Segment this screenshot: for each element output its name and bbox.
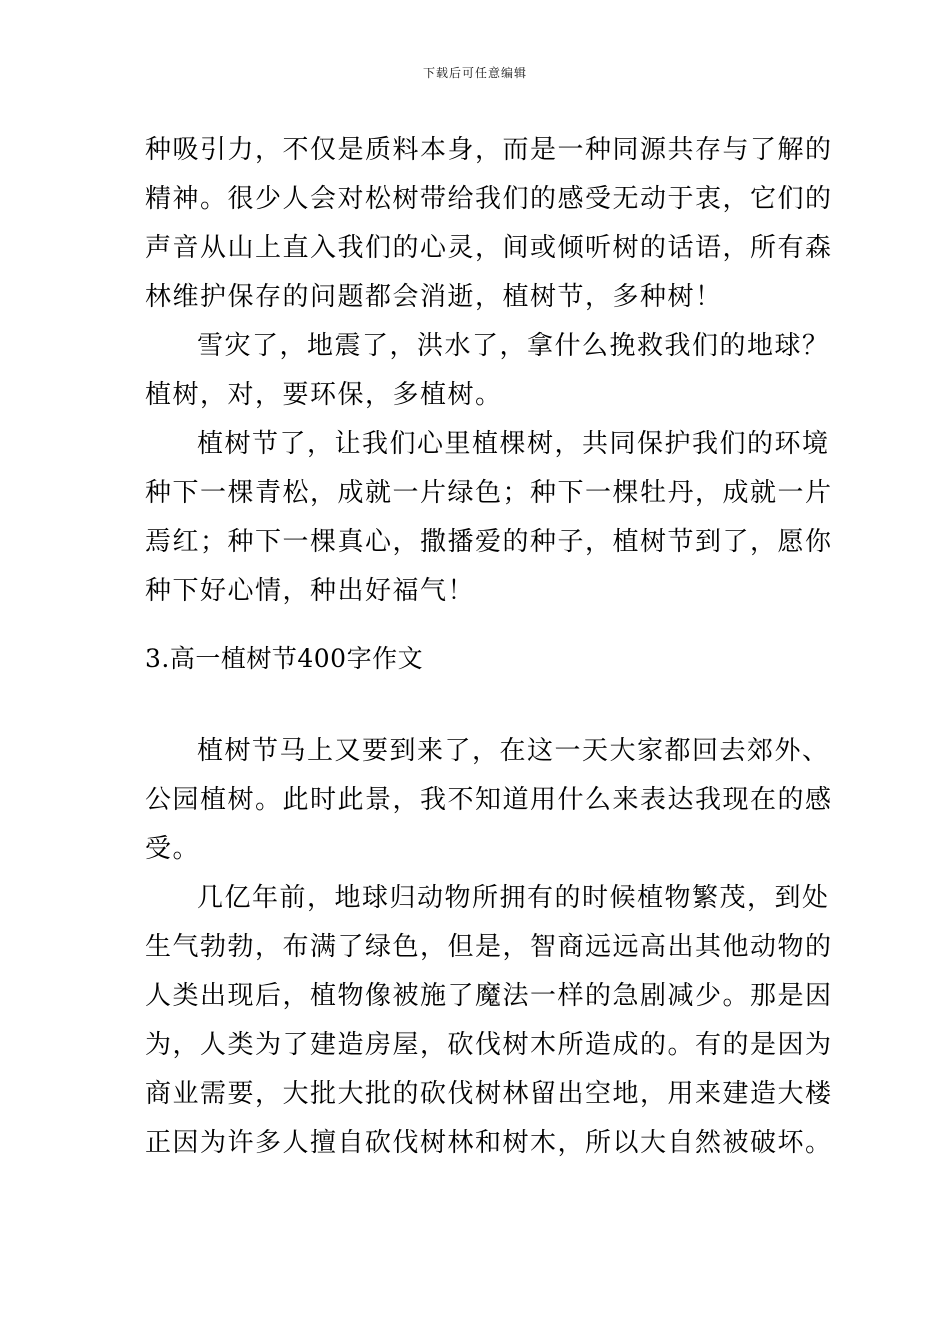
paragraph-2	[145, 322, 830, 420]
text-line: 种下一棵青松，成就一片绿色；种下一棵牡丹，成就一片	[145, 478, 833, 508]
text-line: 为，人类为了建造房屋，砍伐树木所造成的。有的是因为	[145, 1030, 833, 1060]
text-line: 精神。很少人会对松树带给我们的感受无动于衷，它们的	[145, 184, 833, 214]
text-line: 植树节了，让我们心里植棵树，共同保护我们的环境	[197, 429, 830, 459]
page-header-note: 下载后可任意编辑	[422, 66, 527, 80]
text-line: 商业需要，大批大批的砍伐树林留出空地，用来建造大楼	[145, 1079, 833, 1109]
paragraph-3	[145, 420, 833, 616]
text-line: 林维护保存的问题都会消逝，植树节，多种树！	[145, 282, 723, 312]
text-line: 受。	[145, 834, 201, 864]
text-line: 公园植树。此时此景，我不知道用什么来表达我现在的感	[145, 785, 833, 815]
paragraph-5	[145, 874, 833, 1168]
paragraph-4	[145, 727, 833, 874]
text-line: 几亿年前，地球归动物所拥有的时候植物繁茂，到处	[197, 883, 830, 913]
text-line: 植树节马上又要到来了，在这一天大家都回去郊外、	[197, 736, 830, 766]
text-line: 焉红；种下一棵真心，撒播爱的种子，植树节到了，愿你	[145, 527, 833, 557]
text-line: 植树，对，要环保，多植树。	[145, 380, 503, 410]
document-body	[145, 126, 833, 1168]
section-title: 3.高一植树节400字作文	[145, 644, 424, 673]
text-line: 正因为许多人擅自砍伐树林和树木，所以大自然被破坏。	[145, 1128, 833, 1158]
text-line: 声音从山上直入我们的心灵，间或倾听树的话语，所有森	[145, 233, 833, 263]
text-line: 人类出现后，植物像被施了魔法一样的急剧减少。那是因	[145, 981, 833, 1011]
text-line: 雪灾了，地震了，洪水了，拿什么挽救我们的地球？	[197, 331, 830, 361]
text-line: 生气勃勃，布满了绿色，但是，智商远远高出其他动物的	[145, 932, 833, 962]
text-line: 种下好心情，种出好福气！	[145, 576, 476, 606]
paragraph-1	[145, 126, 833, 322]
text-line: 种吸引力，不仅是质料本身，而是一种同源共存与了解的	[145, 135, 833, 165]
